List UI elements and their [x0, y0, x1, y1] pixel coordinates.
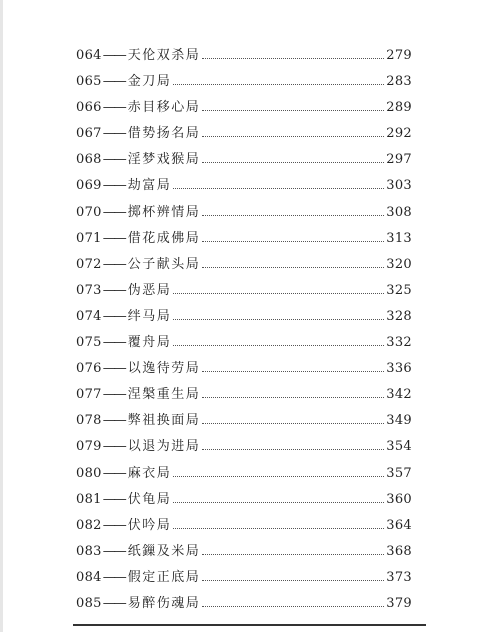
toc-entry-page-number: 349 — [386, 413, 412, 429]
toc-entry — [76, 122, 412, 148]
table-of-contents — [76, 44, 412, 618]
toc-dot-leader — [202, 240, 384, 242]
toc-dot-leader — [202, 605, 384, 607]
toc-dot-leader — [202, 109, 384, 111]
toc-entry-page-number: 279 — [386, 48, 412, 63]
toc-entry-number: 082 — [76, 517, 102, 533]
toc-entry — [76, 331, 412, 357]
toc-entry-number: 081 — [76, 491, 102, 507]
toc-entry — [76, 148, 412, 174]
toc-dot-leader — [202, 422, 384, 424]
toc-entry-dash: —— — [102, 126, 125, 142]
toc-entry-page-number: 297 — [386, 152, 412, 168]
toc-entry-title: 易醉伤魂局 — [127, 595, 201, 611]
toc-entry-dash: —— — [102, 465, 125, 481]
toc-entry-title: 淫梦戏猴局 — [127, 152, 201, 168]
toc-entry-dash: —— — [102, 204, 125, 220]
toc-entry-page-number: 332 — [386, 335, 412, 351]
toc-entry — [76, 566, 412, 592]
toc-entry-number: 083 — [76, 543, 102, 559]
toc-entry-dash: —— — [102, 100, 125, 116]
toc-entry-dash: —— — [102, 152, 125, 168]
toc-entry-dash: —— — [102, 282, 125, 298]
toc-entry-dash: —— — [102, 48, 125, 63]
toc-entry-dash: —— — [102, 361, 125, 377]
toc-dot-leader — [202, 396, 384, 398]
toc-entry-title: 公子献头局 — [127, 256, 201, 272]
toc-entry-title: 麻衣局 — [127, 465, 172, 481]
toc-dot-leader — [173, 501, 384, 503]
toc-entry-number: 077 — [76, 387, 102, 403]
toc-dot-leader — [173, 318, 384, 320]
toc-entry-number: 084 — [76, 569, 102, 585]
toc-entry-number: 065 — [76, 74, 102, 90]
toc-entry-page-number: 342 — [386, 387, 412, 403]
toc-entry-page-number: 379 — [386, 595, 412, 611]
toc-entry-page-number: 283 — [386, 74, 412, 90]
toc-dot-leader — [173, 292, 384, 294]
toc-dot-leader — [202, 370, 384, 372]
toc-dot-leader — [173, 527, 384, 529]
toc-dot-leader — [202, 161, 384, 163]
toc-entry — [76, 409, 412, 435]
toc-entry-dash: —— — [102, 569, 125, 585]
toc-entry-page-number: 373 — [386, 569, 412, 585]
toc-entry-page-number: 360 — [386, 491, 412, 507]
toc-entry-title: 伏吟局 — [127, 517, 172, 533]
toc-entry-number: 079 — [76, 439, 102, 455]
toc-entry-dash: —— — [102, 178, 125, 194]
toc-entry-page-number: 320 — [386, 256, 412, 272]
toc-entry-title: 弊祖换面局 — [127, 413, 201, 429]
toc-entry-page-number: 368 — [386, 543, 412, 559]
toc-entry-page-number: 336 — [386, 361, 412, 377]
toc-entry-dash: —— — [102, 230, 125, 246]
toc-dot-leader — [173, 475, 384, 477]
toc-entry-dash: —— — [102, 387, 125, 403]
toc-entry-page-number: 354 — [386, 439, 412, 455]
page-left-edge — [0, 0, 3, 632]
toc-entry-page-number: 292 — [386, 126, 412, 142]
toc-entry — [76, 44, 412, 70]
toc-dot-leader — [202, 135, 384, 137]
toc-entry-number: 071 — [76, 230, 102, 246]
toc-dot-leader — [202, 214, 384, 216]
toc-entry — [76, 227, 412, 253]
toc-entry-number: 076 — [76, 361, 102, 377]
toc-entry — [76, 462, 412, 488]
toc-entry-number: 069 — [76, 178, 102, 194]
toc-entry-title: 以逸待劳局 — [127, 361, 201, 377]
toc-dot-leader — [202, 553, 384, 555]
toc-entry-number: 066 — [76, 100, 102, 116]
toc-entry-title: 覆舟局 — [127, 335, 172, 351]
toc-entry — [76, 201, 412, 227]
toc-entry — [76, 514, 412, 540]
toc-dot-leader — [173, 83, 384, 85]
toc-entry-number: 064 — [76, 48, 102, 63]
toc-entry-title: 掷杯辨情局 — [127, 204, 201, 220]
toc-entry — [76, 383, 412, 409]
toc-entry — [76, 357, 412, 383]
toc-entry-number: 075 — [76, 335, 102, 351]
toc-entry-title: 以退为进局 — [127, 439, 201, 455]
toc-dot-leader — [173, 187, 384, 189]
toc-dot-leader — [202, 266, 384, 268]
toc-entry-page-number: 325 — [386, 282, 412, 298]
toc-entry-page-number: 364 — [386, 517, 412, 533]
toc-entry-page-number: 357 — [386, 465, 412, 481]
toc-entry-number: 080 — [76, 465, 102, 481]
toc-entry-page-number: 289 — [386, 100, 412, 116]
toc-entry-title: 借花成佛局 — [127, 230, 201, 246]
toc-entry-title: 借势扬名局 — [127, 126, 201, 142]
toc-entry-dash: —— — [102, 308, 125, 324]
toc-entry-title: 伏龟局 — [127, 491, 172, 507]
toc-entry — [76, 253, 412, 279]
toc-entry — [76, 488, 412, 514]
toc-entry — [76, 592, 412, 618]
toc-entry-title: 伪恶局 — [127, 282, 172, 298]
toc-entry-dash: —— — [102, 335, 125, 351]
toc-entry-title: 劫富局 — [127, 178, 172, 194]
toc-entry — [76, 279, 412, 305]
toc-entry-number: 074 — [76, 308, 102, 324]
toc-entry-dash: —— — [102, 439, 125, 455]
toc-entry-dash: —— — [102, 256, 125, 272]
toc-entry — [76, 540, 412, 566]
toc-entry — [76, 305, 412, 331]
toc-entry-dash: —— — [102, 413, 125, 429]
toc-dot-leader — [202, 448, 384, 450]
toc-entry-number: 067 — [76, 126, 102, 142]
toc-dot-leader — [202, 579, 384, 581]
toc-entry-title: 金刀局 — [127, 74, 172, 90]
toc-entry-page-number: 313 — [386, 230, 412, 246]
toc-entry-dash: —— — [102, 517, 125, 533]
toc-entry-title: 纸鏁及米局 — [127, 543, 201, 559]
toc-entry-page-number: 308 — [386, 204, 412, 220]
toc-dot-leader — [173, 344, 384, 346]
toc-entry-dash: —— — [102, 74, 125, 90]
toc-entry-title: 绊马局 — [127, 308, 172, 324]
toc-entry — [76, 435, 412, 461]
toc-entry-number: 085 — [76, 595, 102, 611]
toc-entry-number: 073 — [76, 282, 102, 298]
toc-entry — [76, 96, 412, 122]
toc-entry-title: 假定正底局 — [127, 569, 201, 585]
toc-entry-number: 078 — [76, 413, 102, 429]
toc-entry-number: 072 — [76, 256, 102, 272]
toc-dot-leader — [202, 57, 384, 59]
bottom-rule — [73, 624, 426, 626]
toc-entry — [76, 174, 412, 200]
toc-entry-title: 涅槃重生局 — [127, 387, 201, 403]
toc-entry-title: 天伦双杀局 — [127, 48, 201, 63]
toc-entry-title: 赤目移心局 — [127, 100, 201, 116]
toc-entry-page-number: 303 — [386, 178, 412, 194]
toc-entry-page-number: 328 — [386, 308, 412, 324]
toc-entry-number: 070 — [76, 204, 102, 220]
toc-entry-dash: —— — [102, 595, 125, 611]
toc-entry — [76, 70, 412, 96]
toc-entry-dash: —— — [102, 491, 125, 507]
toc-entry-number: 068 — [76, 152, 102, 168]
toc-entry-dash: —— — [102, 543, 125, 559]
